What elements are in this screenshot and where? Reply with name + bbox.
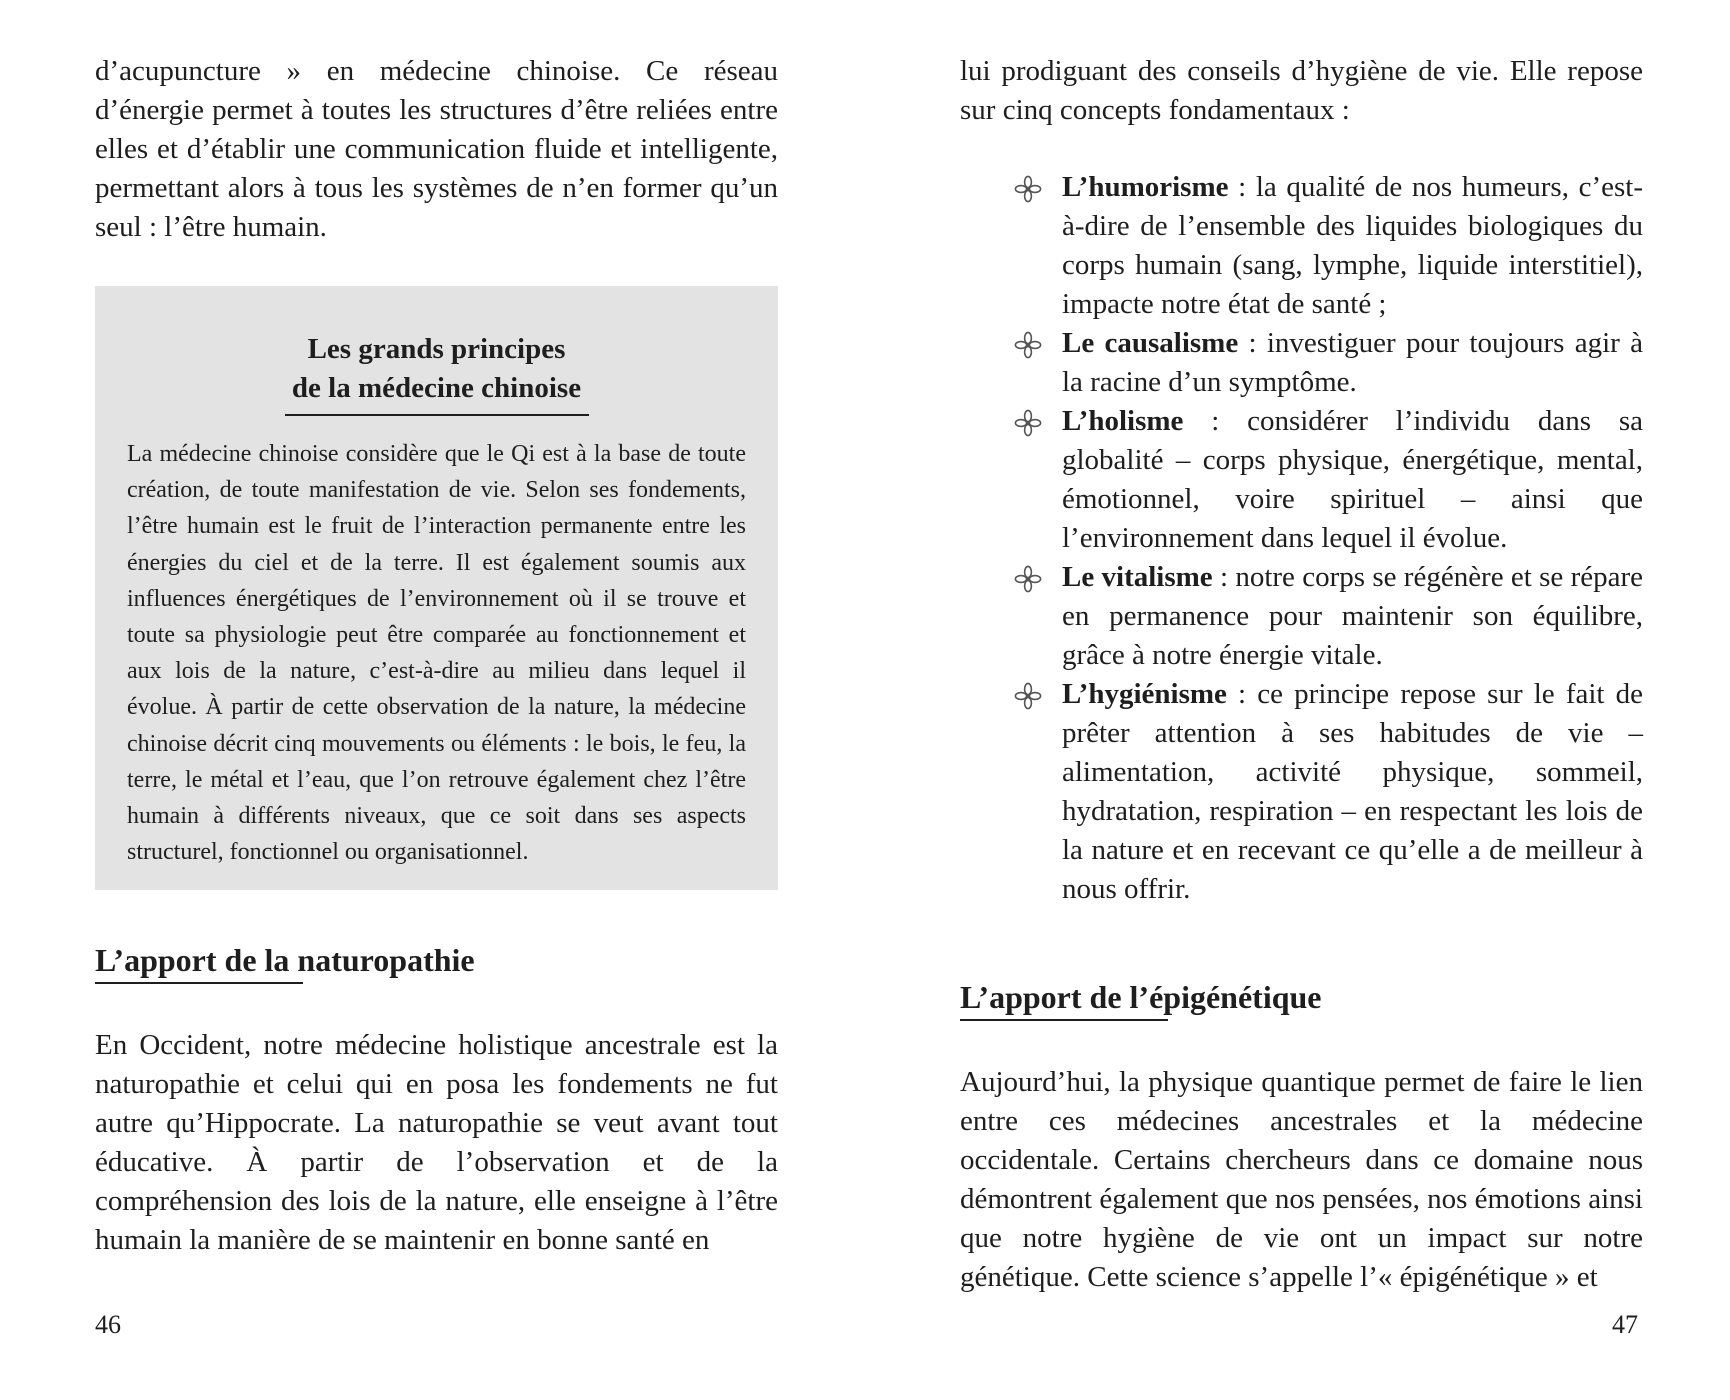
concept-list-item — [1062, 168, 1643, 324]
concept-description: : investiguer pour toujours agir à la racine d’un symptôme. — [1062, 327, 1643, 398]
left-page — [95, 52, 778, 1260]
concept-list-item — [1062, 558, 1643, 675]
sidebar-title-line-1: Les grands principes — [307, 333, 566, 365]
section-heading-epigenetique: L’apport de l’épigénétique — [960, 979, 1322, 1015]
concept-description: : notre corps se régénère et se répare en permanence pour maintenir son équilibre, grâce à notre énergie vitale. — [1062, 561, 1644, 671]
section-heading-naturopathie: L’apport de la naturopathie — [95, 942, 475, 979]
four-petal-flower-icon — [1014, 565, 1042, 593]
four-petal-flower-icon — [1014, 682, 1042, 710]
concept-list-item — [1062, 675, 1643, 909]
right-page — [960, 52, 1643, 1297]
sidebar-title-line-2: de la médecine chinoise — [291, 372, 582, 404]
concept-term: L’hygiénisme — [1062, 678, 1227, 710]
concept-list-item — [1062, 324, 1643, 402]
sidebar-title-underline — [285, 414, 589, 416]
concept-description: : considérer l’individu dans sa globalité – corps physique, énergétique, mental, émotionnel, voire spirituel – ainsi que l’environnement dans lequel il évolue. — [1062, 405, 1643, 554]
page-number-right: 47 — [1612, 1310, 1638, 1339]
concept-description: : la qualité de nos humeurs, c’est-à-dire de l’ensemble des liquides biologiques du corps humain (sang, lymphe, liquide interstitiel), impacte notre état de santé ; — [1062, 171, 1643, 320]
four-petal-flower-icon — [1014, 331, 1042, 359]
four-petal-flower-icon — [1014, 409, 1042, 437]
concept-term: Le causalisme — [1062, 327, 1239, 359]
concepts-list — [960, 168, 1643, 909]
right-section-paragraph: Aujourd’hui, la physique quantique permet de faire le lien entre ces médecines ancestrales et la médecine occidentale. Certains chercheurs dans ce domaine nous démontrent également que nos pensées, nos émotions ainsi que notre hygiène de vie ont un impact sur notre génétique. Cette science s’appelle l’« épigénétique » et — [960, 1066, 1643, 1293]
concept-list-item — [1062, 402, 1643, 558]
sidebar-title — [127, 330, 746, 408]
section-heading-underline — [960, 1019, 1168, 1021]
sidebar-box — [95, 286, 778, 890]
page-number-left: 46 — [95, 1310, 121, 1339]
left-section-paragraph: En Occident, notre médecine holistique ancestrale est la naturopathie et celui qui en posa les fondements ne fut autre qu’Hippocrate. La naturopathie se veut avant tout éducative. À partir de l’observation et de la compréhension des lois de la nature, elle enseigne à l’être humain la manière de se maintenir en bonne santé en — [95, 1029, 778, 1257]
concept-term: L’holisme — [1062, 405, 1184, 437]
section-heading-underline — [95, 982, 303, 984]
sidebar-body: La médecine chinoise considère que le Qi est à la base de toute création, de toute manifestation de vie. Selon ses fondements, l’être humain est le fruit de l’interaction permanente entre les énergies du ciel et de la terre. Il est également soumis aux influences énergétiques de l’environnement où il se trouve et toute sa physiologie peut être comparée au fonctionnement et aux lois de la nature, c’est-à-dire au milieu dans lequel il évolue. À partir de cette observation de la nature, la médecine chinoise décrit cinq mouvements ou éléments : le bois, le feu, la terre, le métal et l’eau, que l’on retrouve également chez l’être humain à différents niveaux, que ce soit dans ses aspects structurel, fonctionnel ou organisationnel. — [127, 441, 746, 866]
left-intro-paragraph: d’acupuncture » en médecine chinoise. Ce réseau d’énergie permet à toutes les structures d’être reliées entre elles et d’établir une communication fluide et intelligente, permettant alors à tous les systèmes de n’en former qu’un seul : l’être humain. — [95, 55, 778, 243]
concept-term: L’humorisme — [1062, 171, 1229, 203]
concept-description: : ce principe repose sur le fait de prêter attention à ses habitudes de vie – alimentation, activité physique, sommeil, hydratation, respiration – en respectant les lois de la nature et en recevant ce qu’elle a de meilleur à nous offrir. — [1062, 678, 1643, 905]
four-petal-flower-icon — [1014, 175, 1042, 203]
concept-term: Le vitalisme — [1062, 561, 1213, 593]
right-intro-paragraph: lui prodiguant des conseils d’hygiène de vie. Elle repose sur cinq concepts fondamentaux : — [960, 55, 1643, 126]
